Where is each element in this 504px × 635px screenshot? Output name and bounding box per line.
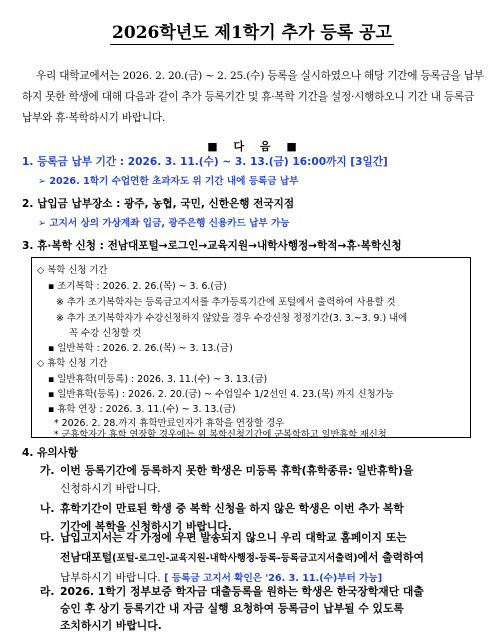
note-ra-line-3: 조치하시기 바랍니다. (60, 619, 162, 632)
precautions-header: 4. 유의사항 (22, 447, 79, 459)
payment-period-note: ➢ 2026. 1학기 수업연한 초과자도 위 기간 내에 등록금 납부 (38, 176, 299, 187)
note-da-line-2 (60, 549, 424, 568)
leave-registered-period: ▪ 일반휴학(등록) : 2026. 2. 20.(금) ~ 수업일수 1/2선인 4. 23.(목) 까지 신청가능 (48, 389, 394, 400)
note-da-line-1: 납입고지서는 각 가정에 우편 발송되지 않으니 우리 대학교 홈페이지 또는 (60, 531, 407, 544)
note-ra (40, 583, 490, 635)
note-ga-line-1: 이번 등록기간에 등록하지 못한 학생은 미등록 휴학(휴학종류: 일반휴학)을 (60, 464, 414, 477)
note-ga (40, 462, 490, 502)
portal-name: 전남대포털 (60, 551, 113, 564)
return-period-header: ◇ 복학 신청 기간 (37, 265, 108, 276)
leave-extension-period: ▪ 휴학 연장 : 2026. 3. 11.(수) ~ 3. 13.(금) (48, 404, 236, 415)
note-da-label: 다. (40, 531, 55, 544)
leave-unregistered-period: ▪ 일반휴학(미등록) : 2026. 3. 11.(수) ~ 3. 13.(금) (48, 374, 268, 385)
notice-title: 2026학년도 제1학기 추가 등록 공고 (112, 23, 392, 43)
note-ra-label: 라. (40, 585, 55, 598)
payment-period: 1. 등록금 납부 기간 : 2026. 3. 11.(수) ~ 3. 13.(금) 16:00까지 [3일간] (22, 156, 388, 168)
early-return-period: ▪ 조기복학 : 2026. 2. 26.(목) ~ 3. 6.(금) (48, 281, 227, 292)
leave-note-1: * 2026. 2. 28.까지 휴학만료인자가 휴학을 연장할 경우 (54, 418, 285, 429)
leave-period-header: ◇ 휴학 신청 기간 (37, 358, 108, 369)
note-ra-line-1: 2026. 1학기 정부보증 학자금 대출등록을 원하는 학생은 한국장학재단 대출 (60, 585, 424, 598)
early-return-note-1: ※ 추가 조기복학자는 등록금고지서를 추가등록기간에 포털에서 출력하여 사용할 것 (56, 297, 396, 308)
intro-paragraph: 우리 대학교에서는 2026. 2. 20.(금) ~ 2. 25.(수) 등록을 실시하였으나 해당 기간에 등록금을 납부하지 못한 학생에 대해 다음과 같이 추가 등록기간 및 휴·복학 기간을 설정·시행하오니 기간 내 등록금 납부와 휴·복학하시기 바랍니다. (22, 70, 484, 124)
note-ga-label: 가. (40, 464, 55, 477)
note-ra-line-2: 승인 후 상기 등록기간 내 자금 실행 요청하여 등록금이 납부될 수 있도록 (60, 602, 404, 615)
leave-return-application: 3. 휴·복학 신청 : 전남대포털→로그인→교육지원→내학사행정→학적→휴·복학신청 (22, 240, 402, 252)
note-na-label: 나. (40, 502, 55, 515)
section-heading: ■ 다 음 ■ (207, 140, 297, 153)
portal-path: (포털-로그인-교육지원-내학사행정-등록-등록금고지서출력) (112, 553, 358, 564)
early-return-note-2-cont: 꼭 수강 신청할 것 (69, 328, 142, 339)
note-ga-line-2: 신청하시기 바랍니다. (60, 482, 161, 495)
leave-note-2: * 군휴학자가 휴학 연장할 경우에는 위 복학신청기간에 군복학하고 일반휴학 재신청 (54, 429, 387, 440)
application-period-box (31, 257, 471, 438)
general-return-period: ▪ 일반복학 : 2026. 2. 26.(목) ~ 3. 13.(금) (48, 343, 233, 354)
note-na-line-1: 휴학기간이 만료된 학생 중 복학 신청을 하지 않은 학생은 이번 추가 복학 (60, 502, 404, 515)
early-return-note-2: ※ 추가 조기복학자가 수강신청하지 않았을 경우 수강신청 정정기간(3. 3.~3. 9.) 내에 (56, 313, 408, 324)
note-da (40, 529, 490, 589)
note-na-line-2: 기간에 복학을 신청하시기 바랍니다. (60, 520, 232, 533)
payment-place: 2. 납입금 납부장소 : 광주, 농협, 국민, 신한은행 전국지점 (22, 198, 295, 210)
note-da-line-3-text: 납부하시기 바랍니다. (60, 571, 161, 584)
portal-suffix: 에서 출력하여 (357, 551, 424, 564)
bill-check-date: [ 등록금 고지서 확인은 '26. 3. 11.(수)부터 가능] (164, 573, 383, 584)
payment-place-note: ➢ 고지서 상의 가상계좌 입금, 광주은행 신용카드 납부 가능 (38, 218, 290, 229)
